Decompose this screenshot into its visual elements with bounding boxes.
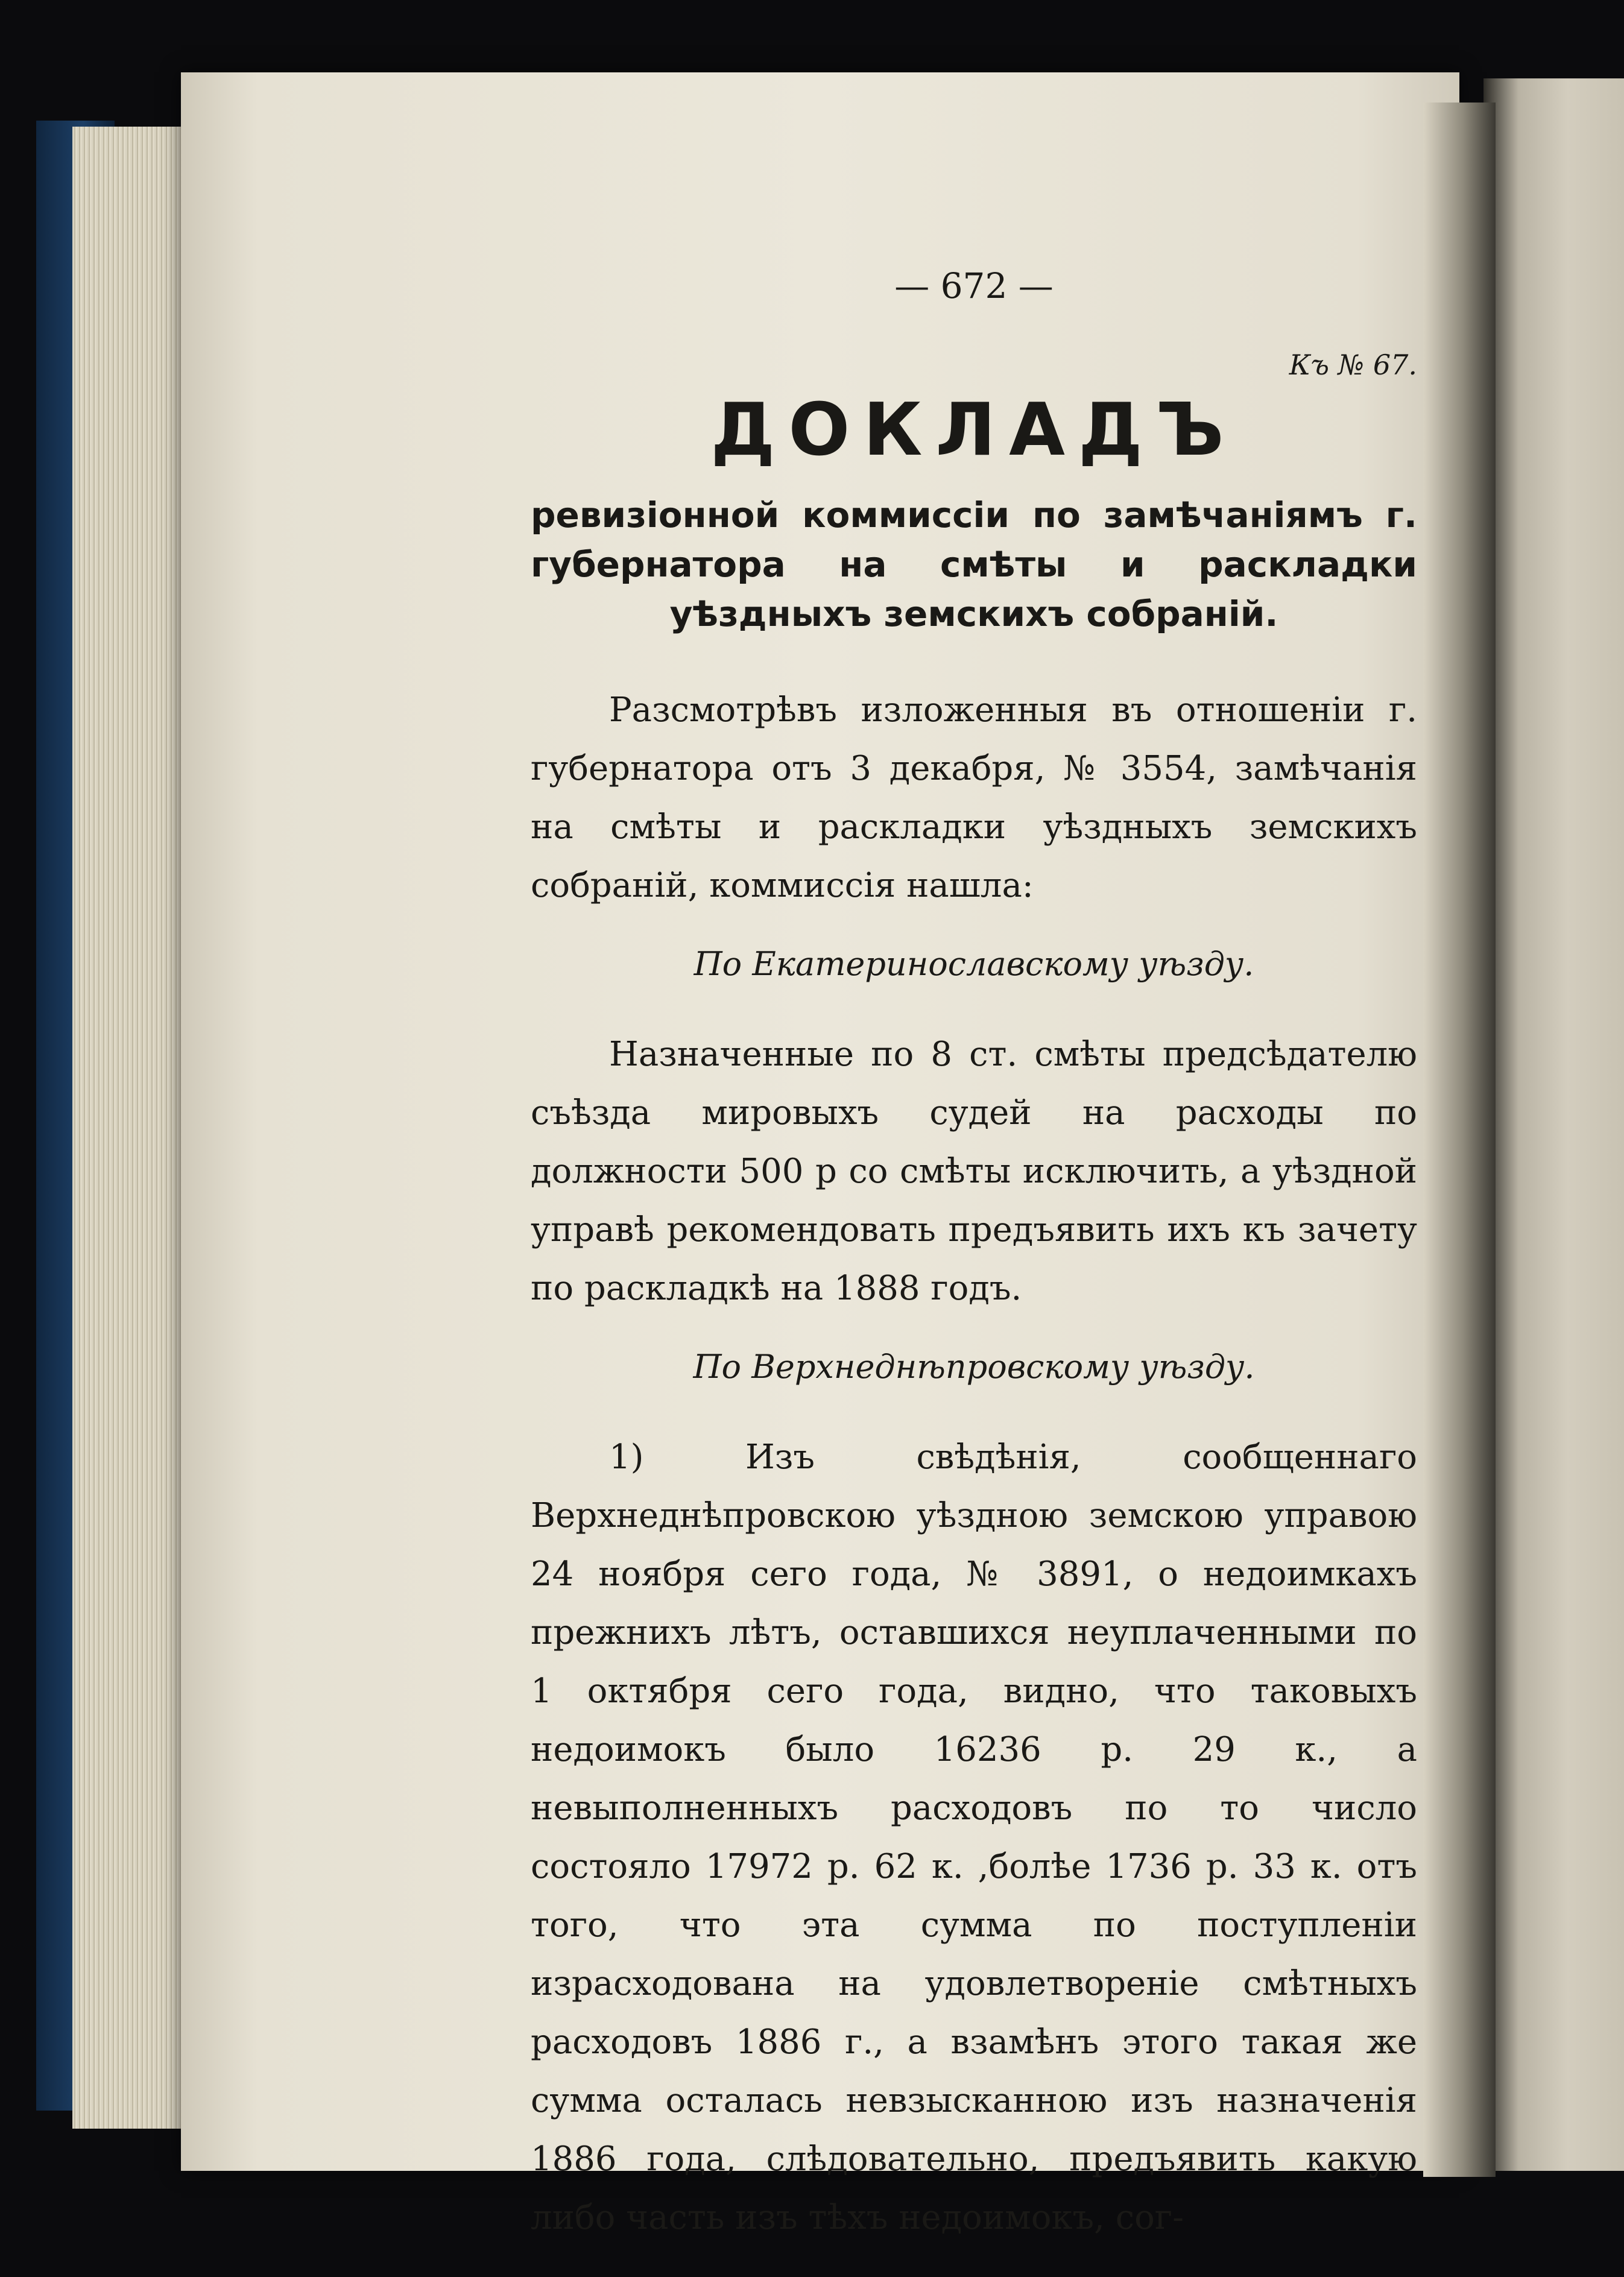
section-heading-ekaterinoslav: По Екатеринославскому уѣзду. bbox=[694, 945, 1254, 983]
document-subtitle: ревизіонной коммиссіи по замѣчаніямъ г. губернатора на смѣты и раскладки уѣздныхъ земскихъ собраній. bbox=[531, 494, 1417, 634]
page-number: — 672 — bbox=[894, 265, 1054, 306]
intro-paragraph: Разсмотрѣвъ изложенныя въ отношеніи г. губернатора отъ 3 декабря, № 3554, замѣчанія на смѣты и раскладки уѣздныхъ земскихъ собраній, коммиссія нашла: bbox=[531, 690, 1417, 905]
section-paragraph-ekaterinoslav: Назначенные по 8 ст. смѣты предсѣдателю съѣзда мировыхъ судей на расходы по должности 500 р со смѣты исключить, а уѣздной управѣ рекомендовать предъявить ихъ къ зачету по раскладкѣ на 1888 годъ. bbox=[531, 1035, 1417, 1308]
book-gutter bbox=[1423, 103, 1496, 2177]
page-text-block bbox=[531, 265, 1417, 2277]
section-paragraph-verkhnedneprovsk: 1) Изъ свѣдѣнія, сообщеннаго Верхнеднѣпровскою уѣздною земскою управою 24 ноября сего года, № 3891, о недоимкахъ прежнихъ лѣтъ, оставшихся неуплаченными по 1 октября сего года, видно, что таковыхъ недоимокъ было 16236 р. 29 к., а невыполненныхъ расходовъ по то число состояло 17972 р. 62 к. ,болѣе 1736 р. 33 к. отъ того, что эта сумма по поступленіи израсходована на удовлетвореніе смѣтныхъ расходовъ 1886 г., а взамѣнъ этого такая же сумма осталась невзысканною изъ назначенія 1886 года, слѣдовательно, предъявить какую либо часть изъ тѣхъ недоимокъ, сог- bbox=[531, 1438, 1417, 2237]
document-title: ДОКЛАДЪ bbox=[710, 388, 1237, 472]
facing-page-edge bbox=[1483, 78, 1624, 2171]
reference-label: Къ № 67. bbox=[1289, 349, 1417, 381]
section-heading-verkhnedneprovsk: По Верхнеднѣпровскому уѣзду. bbox=[693, 1348, 1255, 1386]
